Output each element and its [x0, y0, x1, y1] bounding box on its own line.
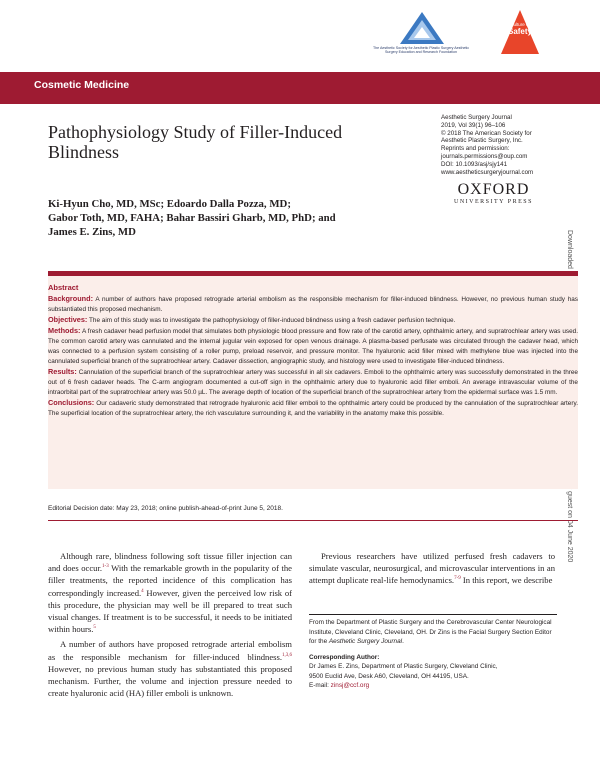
corresponding-line1: Dr James E. Zins, Department of Plastic Surgery, Cleveland Clinic,: [309, 663, 498, 670]
methods-label: Methods:: [48, 326, 81, 335]
body-right-column: [309, 550, 555, 587]
abstract-conclusions: [48, 398, 578, 419]
corresponding-line2: 9500 Euclid Ave, Desk A60, Cleveland, OH 44195, USA.: [309, 672, 469, 680]
reprints-label: Reprints and permission:: [441, 145, 510, 153]
journal-volume: 2019, Vol 39(1) 96–106: [441, 121, 506, 129]
objectives-text: The aim of this study was to investigate the pathophysiology of filler-induced blindness using a fresh cadaver perfusion technique.: [89, 317, 456, 324]
safety-line2: Safety: [507, 27, 532, 36]
text-run: A number of authors have proposed retrograde arterial embolism as the responsible mechanism for filler-induced blindness.: [48, 639, 292, 662]
objectives-label: Objectives:: [48, 315, 88, 324]
citation-ref[interactable]: 7-9: [454, 576, 461, 582]
asaps-org-name: The Aesthetic Society for Aesthetic Plastic Surgery Aesthetic Surgery Education and Research Foundation: [372, 46, 470, 55]
doi[interactable]: DOI: 10.1093/asj/sjy141: [441, 160, 508, 168]
reprints-email[interactable]: journals.permissions@oup.com: [441, 152, 528, 160]
affiliation-text: [309, 618, 559, 647]
journal-info: [441, 114, 566, 176]
results-text: Cannulation of the superficial branch of the supratrochlear artery was successful in all six cadavers. Emboli to the ophthalmic artery was successfully demonstrated in the three out of 6 fresh cadaver heads. The C-arm angiogram documented a cut-off sign in the ophthalmic artery due to hyaluronic acid filler emboli. An average intravascular volume of the intraorbital part of the supratrochlear artery was 50.0 µL. The average depth of location of the superficial branch of the supratrochlear artery from the epidermal surface was 1.5 mm.: [48, 369, 578, 396]
abstract-body: [48, 294, 578, 419]
abstract-background: [48, 294, 578, 315]
citation-ref[interactable]: 4: [141, 588, 144, 594]
footnote-rule: [309, 614, 557, 615]
methods-text: A fresh cadaver head perfusion model that simulates both physiologic blood pressure and flow rate of the carotid artery, ophthalmic artery, and supratrochlear artery was used. The common carotid artery was cannulated and the internal jugular vein exposed for open venous drainage. A plasma-based perfusate was circulated through the cadaver head, which was connected to a perfusion system consisting of a roller pump, preload reservoir, and pressure monitor. The hyaluronic acid filler mixed with methylene blue was injected into the cannulated superficial branch of the supratrochlear artery. Cadaver dissection, angiographic study, and histology were used to investigate filler-induced blindness.: [48, 328, 578, 365]
safety-text: [500, 22, 540, 36]
abstract-heading: Abstract: [48, 283, 79, 292]
affil-end: .: [402, 638, 404, 645]
body-paragraph: [48, 550, 292, 635]
asaps-triangle-icon: [400, 12, 444, 46]
author-line: Gabor Toth, MD, FAHA; Bahar Bassiri Gharb, MD, PhD; and: [48, 212, 336, 224]
author-line: James E. Zins, MD: [48, 226, 136, 238]
text-run: However, no previous human study has substantiated this proposed mechanism. Further, the volume and injection pressure needed to create hyaluronic acid (HA) filler emboli is unknown.: [48, 663, 292, 699]
body-left-column: [48, 550, 292, 702]
author-list: [48, 197, 408, 239]
conclusions-label: Conclusions:: [48, 398, 95, 407]
safety-line1: Culture of: [510, 22, 530, 27]
text-run: Previous researchers have utilized perfused fresh cadavers to simulate vascular, neurosurgical, and microvascular interventions in an attempt duplicate real-life hemodynamics.: [309, 551, 555, 586]
results-label: Results:: [48, 367, 77, 376]
conclusions-text: Our cadaveric study demonstrated that retrograde hyaluronic acid filler emboli to the ophthalmic artery could be produced by the cannulation of the supratrochlear artery. The superficial location of the supratrochlear artery, the rich vasculature surrounding it, and the variability in the anatomy make this possible.: [48, 400, 578, 417]
publisher-name: OXFORD: [457, 181, 530, 198]
text-run: Although rare, blindness following soft tissue filler injection can and does occur.: [48, 551, 292, 574]
abstract-methods: [48, 326, 578, 367]
copyright-line1: © 2018 The American Society for: [441, 129, 532, 137]
publisher-sub: UNIVERSITY PRESS: [454, 199, 533, 205]
section-label: Cosmetic Medicine: [34, 79, 130, 91]
background-label: Background:: [48, 294, 93, 303]
body-paragraph: [48, 638, 292, 699]
oxford-logo: [441, 182, 546, 206]
citation-ref[interactable]: 5: [93, 625, 96, 631]
text-run: With the remarkable growth in the popularity of the filler treatments, the reported incidence of this complication has correspondingly increased.: [48, 563, 292, 598]
abstract-results: [48, 367, 578, 398]
text-run: However, given the perceived low risk of this procedure, the physician may well be ill prepared to treat such visual changes. If treatment is to be successful, it needs to be initiated within hours.: [48, 587, 292, 635]
culture-of-safety-logo: [500, 8, 540, 58]
abstract-objectives: [48, 315, 578, 326]
affil-journal: Aesthetic Surgery Journal: [328, 638, 403, 645]
corresponding-title: Corresponding Author:: [309, 653, 380, 661]
section-divider: [48, 520, 578, 521]
author-line: Ki-Hyun Cho, MD, MSc; Edoardo Dalla Pozza, MD;: [48, 198, 291, 210]
text-run: In this report, we describe: [460, 575, 553, 586]
copyright-line2: Aesthetic Plastic Surgery, Inc.: [441, 137, 523, 145]
journal-site[interactable]: www.aestheticsurgeryjournal.com: [441, 168, 534, 176]
journal-name: Aesthetic Surgery Journal: [441, 114, 512, 121]
corresponding-email: [309, 681, 559, 691]
editorial-date: Editorial Decision date: May 23, 2018; online publish-ahead-of-print June 5, 2018.: [48, 505, 283, 512]
citation-ref[interactable]: 1-3: [102, 564, 109, 570]
email-link[interactable]: zinsj@ccf.org: [330, 682, 370, 689]
asaps-logo: [372, 12, 470, 60]
article-title: Pathophysiology Study of Filler-Induced Blindness: [48, 122, 343, 162]
email-label: E-mail:: [309, 682, 331, 689]
citation-ref[interactable]: 1,3,6: [282, 652, 292, 658]
background-text: A number of authors have proposed retrograde arterial embolism as the responsible mechanism for filler-induced blindness. However, no previous human study has substantiated this proposed mechanism.: [48, 296, 578, 313]
affil-part: From the Department of Plastic Surgery and the Cerebrovascular Center Neurological Institute, Cleveland Clinic, Cleveland, OH. Dr Zins is the Facial Surgery Section Editor for the: [309, 619, 552, 645]
affiliation-footnote: [309, 618, 559, 691]
